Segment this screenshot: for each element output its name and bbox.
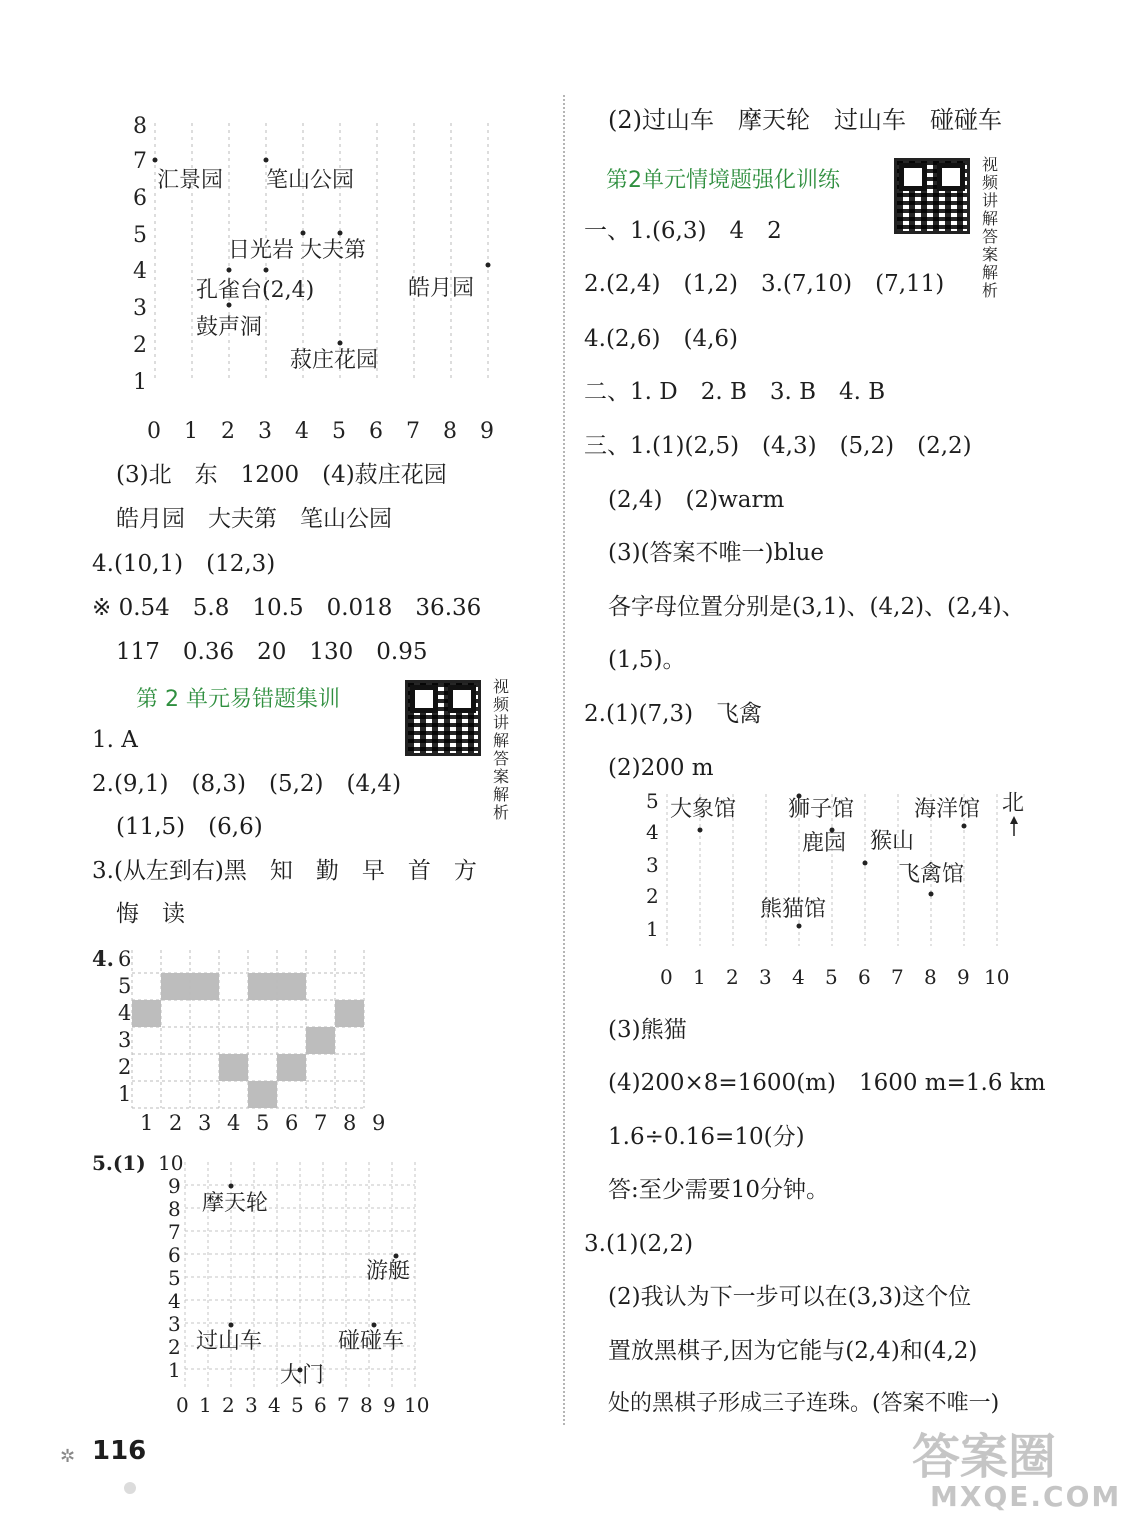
answer-line: 一、1.(6,3) 4 2 [584,218,782,244]
qr-caption: 视频讲解答案解析 [493,677,510,822]
answer-line: (4)200×8=1600(m) 1600 m=1.6 km [608,1070,1046,1096]
x-tick: 8 [924,965,937,989]
y-tick: 3 [646,853,659,877]
x-tick: 4 [227,1111,241,1135]
coordinate-grid-1 [120,105,510,450]
answer-line: 3.(从左到右)黑 知 勤 早 首 方 [92,858,477,884]
answer-line: 1.6÷0.16=10(分) [608,1124,805,1150]
y-tick: 6 [168,1243,181,1267]
x-tick: 8 [343,1111,357,1135]
place-label: 笔山公园 [266,168,355,193]
answer-line: (2,4) (2)warm [608,487,785,513]
x-tick: 2 [726,965,739,989]
question-number: 5.(1) [92,1151,146,1175]
x-tick: 9 [372,1111,386,1135]
y-tick: 2 [646,884,659,908]
x-tick: 1 [693,965,706,989]
x-tick: 7 [314,1111,328,1135]
y-tick: 3 [133,296,147,321]
x-tick: 4 [295,419,309,444]
place-label: 日光岩 [228,238,295,263]
x-tick: 6 [314,1393,327,1417]
place-label: 飞禽馆 [898,862,965,887]
answer-line: (1,5)。 [608,647,686,673]
answer-line: 2.(2,4) (1,2) 3.(7,10) (7,11) [584,271,945,297]
place-label: 菽庄花园 [290,348,379,373]
y-tick: 1 [646,917,659,941]
place-label: 皓月园 [408,276,475,301]
x-tick: 3 [245,1393,258,1417]
answer-line: (3)(答案不唯一)blue [608,540,825,566]
y-tick: 5 [133,223,147,248]
column-divider [563,95,565,1425]
place-label: 鼓声洞 [196,315,263,340]
y-tick: 3 [168,1312,181,1336]
qr-code-icon[interactable] [405,680,481,756]
x-tick: 8 [360,1393,373,1417]
coordinate-grid-2 [88,942,388,1142]
y-tick: 2 [118,1055,132,1079]
y-tick: 4 [646,820,659,844]
answer-line: 4.(2,6) (4,6) [584,326,738,352]
x-tick: 5 [256,1111,270,1135]
y-tick: 10 [158,1151,184,1175]
answer-line: (2)200 m [608,755,714,781]
y-tick: 2 [133,333,147,358]
answer-line: 3.(1)(2,2) [584,1231,694,1257]
place-label: 狮子馆 [788,797,855,822]
y-tick: 6 [118,947,132,971]
x-tick: 5 [291,1393,304,1417]
place-label: 游艇 [366,1259,411,1284]
place-label: 过山车 [196,1329,263,1354]
answer-line: 处的黑棋子形成三子连珠。(答案不唯一) [608,1391,1000,1416]
qr-caption: 视频讲解答案解析 [982,155,999,300]
y-tick: 4 [168,1289,181,1313]
x-tick: 6 [285,1111,299,1135]
section-title: 第2单元情境题强化训练 [606,168,840,193]
x-tick: 3 [258,419,272,444]
place-label: 海洋馆 [914,797,981,822]
x-tick: 10 [404,1393,430,1417]
y-tick: 1 [118,1082,132,1106]
answer-line: ※ 0.54 5.8 10.5 0.018 36.36 [92,595,482,621]
answer-line: 4.(10,1) (12,3) [92,551,276,577]
x-tick: 7 [891,965,904,989]
place-label: 熊猫馆 [760,897,827,922]
y-tick: 1 [133,370,147,395]
x-tick: 0 [147,419,161,444]
x-tick: 8 [443,419,457,444]
answer-line: 置放黑棋子,因为它能与(2,4)和(4,2) [608,1338,978,1364]
answer-line: (11,5) (6,6) [116,814,263,840]
y-tick: 4 [118,1001,132,1025]
y-tick: 7 [133,149,147,174]
answer-line: 皓月园 大夫第 笔山公园 [116,506,392,532]
section-title: 第 2 单元易错题集训 [136,687,340,712]
place-label: 大象馆 [670,797,737,822]
x-tick: 6 [369,419,383,444]
x-tick: 2 [222,1393,235,1417]
y-tick: 1 [168,1358,181,1382]
x-tick: 9 [957,965,970,989]
y-tick: 3 [118,1028,132,1052]
decor-dot [124,1482,136,1494]
arrow-head-icon [1010,816,1018,824]
coordinate-grid-3 [88,1150,448,1420]
place-label: 孔雀台(2,4) [196,278,315,303]
page-number: 116 [92,1436,147,1466]
x-tick: 9 [480,419,494,444]
x-tick: 9 [383,1393,396,1417]
y-tick: 5 [118,974,132,998]
coordinate-grid-4 [640,786,1040,996]
x-tick: 1 [140,1111,154,1135]
answer-line: 三、1.(1)(2,5) (4,3) (5,2) (2,2) [584,433,972,459]
answer-line: 2.(9,1) (8,3) (5,2) (4,4) [92,771,402,797]
place-label: 大夫第 [300,238,367,263]
y-tick: 9 [168,1174,181,1198]
place-label: 碰碰车 [338,1329,405,1354]
answer-line: (2)我认为下一步可以在(3,3)这个位 [608,1284,972,1310]
y-tick: 2 [168,1335,181,1359]
answer-line: 117 0.36 20 130 0.95 [116,639,428,665]
answer-line: (3)熊猫 [608,1017,687,1043]
place-label: 汇景园 [157,168,224,193]
answer-line: 各字母位置分别是(3,1)、(4,2)、(2,4)、 [608,594,1025,620]
x-tick: 5 [332,419,346,444]
x-tick: 2 [221,419,235,444]
x-tick: 0 [660,965,673,989]
answer-line: (2)过山车 摩天轮 过山车 碰碰车 [608,106,1002,134]
x-tick: 2 [169,1111,183,1135]
answer-line: 2.(1)(7,3) 飞禽 [584,701,763,727]
north-label: 北 [1002,791,1025,816]
y-tick: 8 [168,1197,181,1221]
answer-line: 答:至少需要10分钟。 [608,1177,830,1203]
answer-line: 1. A [92,727,138,753]
y-tick: 5 [646,789,659,813]
answer-line: 二、1. D 2. B 3. B 4. B [584,379,886,405]
x-tick: 6 [858,965,871,989]
x-tick: 3 [198,1111,212,1135]
x-tick: 5 [825,965,838,989]
y-tick: 6 [133,186,147,211]
answer-line: (3)北 东 1200 (4)菽庄花园 [116,462,447,488]
x-tick: 1 [184,419,198,444]
x-tick: 1 [199,1393,212,1417]
y-tick: 7 [168,1220,181,1244]
y-tick: 5 [168,1266,181,1290]
x-tick: 10 [984,965,1010,989]
place-label: 大门 [280,1363,325,1388]
place-label: 猴山 [870,829,915,854]
x-tick: 7 [337,1393,350,1417]
x-tick: 7 [406,419,420,444]
question-number: 4. [92,946,114,971]
watermark-url: MXQE.COM [930,1480,1121,1513]
x-tick: 4 [268,1393,281,1417]
star-icon: ✲ [60,1446,76,1467]
watermark-brand: 答案圈 [912,1429,1057,1485]
y-tick: 4 [133,259,147,284]
x-tick: 4 [792,965,805,989]
qr-code-icon[interactable] [894,158,970,234]
answer-line: 悔 读 [116,901,185,927]
x-tick: 3 [759,965,772,989]
x-tick: 0 [176,1393,189,1417]
place-label: 摩天轮 [202,1191,269,1216]
y-tick: 8 [133,114,147,139]
place-label: 鹿园 [802,831,847,856]
